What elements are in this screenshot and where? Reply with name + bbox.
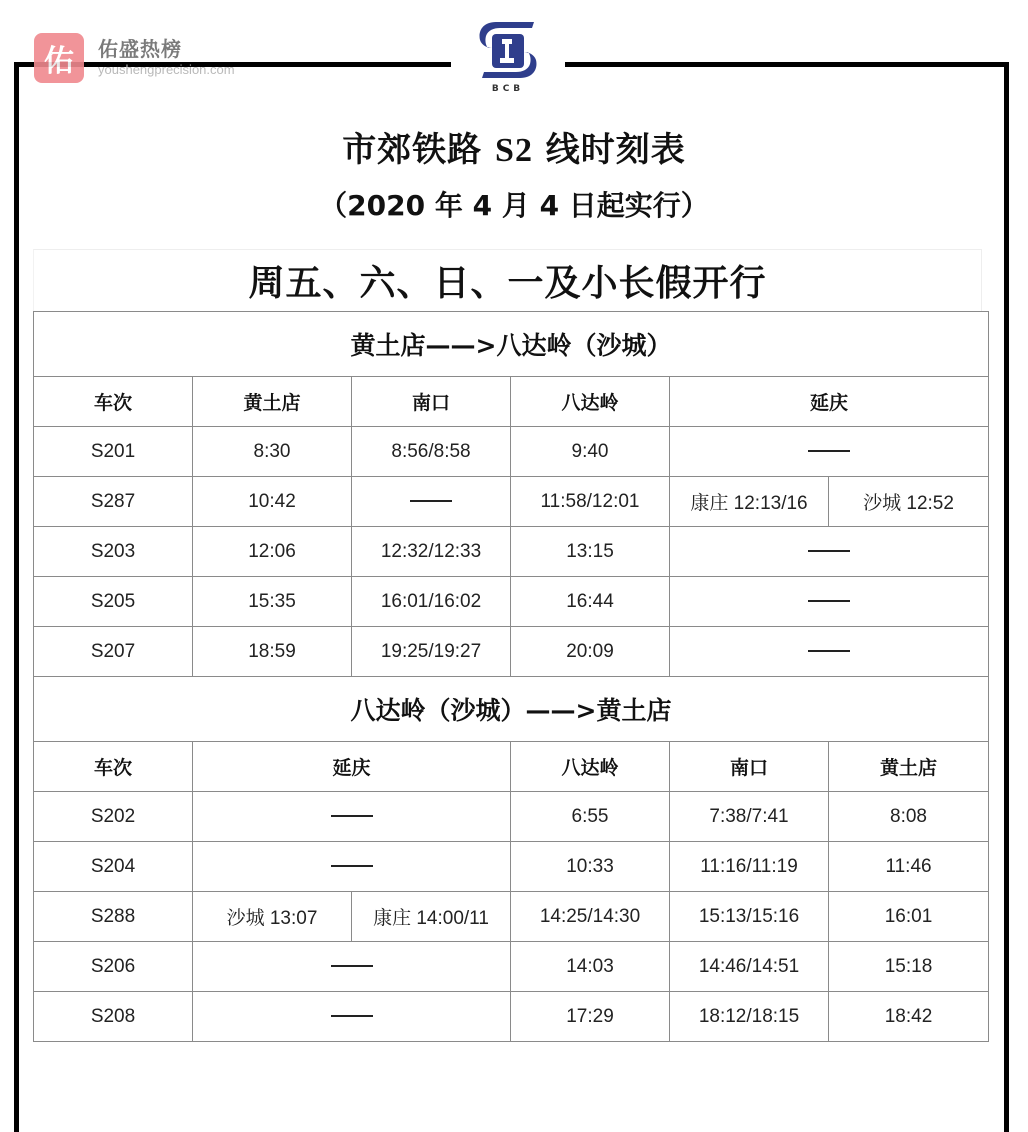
time-huangtudian: 18:42 [829,992,989,1042]
train-number: S208 [34,992,193,1042]
time-yanqing [193,792,511,842]
direction-inbound: 八达岭（沙城）——>黄土店 [34,677,989,742]
time-badaling: 14:25/14:30 [511,892,670,942]
time-badaling: 14:03 [511,942,670,992]
direction-outbound: 黄土店——>八达岭（沙城） [34,312,989,377]
train-number: S206 [34,942,193,992]
time-huangtudian: 10:42 [193,477,352,527]
header-nankou: 南口 [670,742,829,792]
header-badaling: 八达岭 [511,377,670,427]
watermark-name: 佑盛热榜 [98,37,182,61]
time-badaling: 11:58/12:01 [511,477,670,527]
effective-date: （2020 年 4 月 4 日起实行） [319,189,709,222]
table-row [34,842,989,892]
no-service-dash [808,650,850,652]
no-service-dash [808,450,850,452]
header-nankou: 南口 [352,377,511,427]
time-huangtudian: 12:06 [193,527,352,577]
time-nankou: 19:25/19:27 [352,627,511,677]
railway-logo-icon [476,18,540,82]
table-row [34,892,989,942]
time-badaling: 10:33 [511,842,670,892]
time-kangzhuang: 康庄 14:00/11 [352,892,511,942]
header-huangtudian: 黄土店 [829,742,989,792]
title-line-name: S2 [495,132,533,169]
time-yanqing [670,577,989,627]
time-huangtudian: 8:30 [193,427,352,477]
time-yanqing [193,992,511,1042]
time-nankou: 15:13/15:16 [670,892,829,942]
time-huangtudian: 15:35 [193,577,352,627]
timetable [33,311,989,1042]
brand-logo [470,18,546,102]
time-shacheng: 沙城 13:07 [193,892,352,942]
title-prefix: 市郊铁路 [342,130,496,170]
table-row [34,992,989,1042]
time-nankou: 8:56/8:58 [352,427,511,477]
header-badaling: 八达岭 [511,742,670,792]
time-shacheng: 沙城 12:52 [829,477,989,527]
table-row [34,792,989,842]
watermark [34,33,235,83]
train-number: S288 [34,892,193,942]
train-number: S202 [34,792,193,842]
time-badaling: 13:15 [511,527,670,577]
time-badaling: 16:44 [511,577,670,627]
time-huangtudian: 16:01 [829,892,989,942]
train-number: S201 [34,427,193,477]
time-nankou: 7:38/7:41 [670,792,829,842]
time-yanqing [670,527,989,577]
table-row [34,427,989,477]
no-service-dash [331,815,373,817]
time-yanqing [670,427,989,477]
time-badaling: 6:55 [511,792,670,842]
header-train: 车次 [34,742,193,792]
header-row-inbound [34,742,989,792]
time-huangtudian: 18:59 [193,627,352,677]
time-nankou [352,477,511,527]
table-row [34,942,989,992]
train-number: S204 [34,842,193,892]
no-service-dash [331,965,373,967]
operating-days-banner: 周五、六、日、一及小长假开行 [33,249,982,311]
time-nankou: 14:46/14:51 [670,942,829,992]
time-nankou: 11:16/11:19 [670,842,829,892]
watermark-url: youshengprecision.com [98,62,235,77]
time-kangzhuang: 康庄 12:13/16 [670,477,829,527]
time-badaling: 9:40 [511,427,670,477]
train-number: S207 [34,627,193,677]
table-row [34,527,989,577]
header-huangtudian: 黄土店 [193,377,352,427]
header-row-outbound [34,377,989,427]
direction-row-inbound [34,677,989,742]
brand-logo-text: BCB [491,84,525,94]
train-number: S287 [34,477,193,527]
train-number: S203 [34,527,193,577]
time-yanqing [193,942,511,992]
watermark-logo-icon: 佑 [34,33,84,83]
header-yanqing: 延庆 [193,742,511,792]
time-badaling: 17:29 [511,992,670,1042]
header-yanqing: 延庆 [670,377,989,427]
table-row [34,627,989,677]
time-huangtudian: 11:46 [829,842,989,892]
no-service-dash [808,600,850,602]
time-huangtudian: 8:08 [829,792,989,842]
frame-border-top-right [565,62,1009,67]
header-train: 车次 [34,377,193,427]
time-badaling: 20:09 [511,627,670,677]
title-suffix: 线时刻表 [532,130,686,170]
no-service-dash [331,1015,373,1017]
train-number: S205 [34,577,193,627]
page-title [0,122,1028,171]
no-service-dash [331,865,373,867]
table-row [34,577,989,627]
time-yanqing [193,842,511,892]
table-row [34,477,989,527]
time-nankou: 12:32/12:33 [352,527,511,577]
time-nankou: 18:12/18:15 [670,992,829,1042]
direction-row-outbound [34,312,989,377]
time-huangtudian: 15:18 [829,942,989,992]
time-nankou: 16:01/16:02 [352,577,511,627]
no-service-dash [808,550,850,552]
no-service-dash [410,500,452,502]
time-yanqing [670,627,989,677]
